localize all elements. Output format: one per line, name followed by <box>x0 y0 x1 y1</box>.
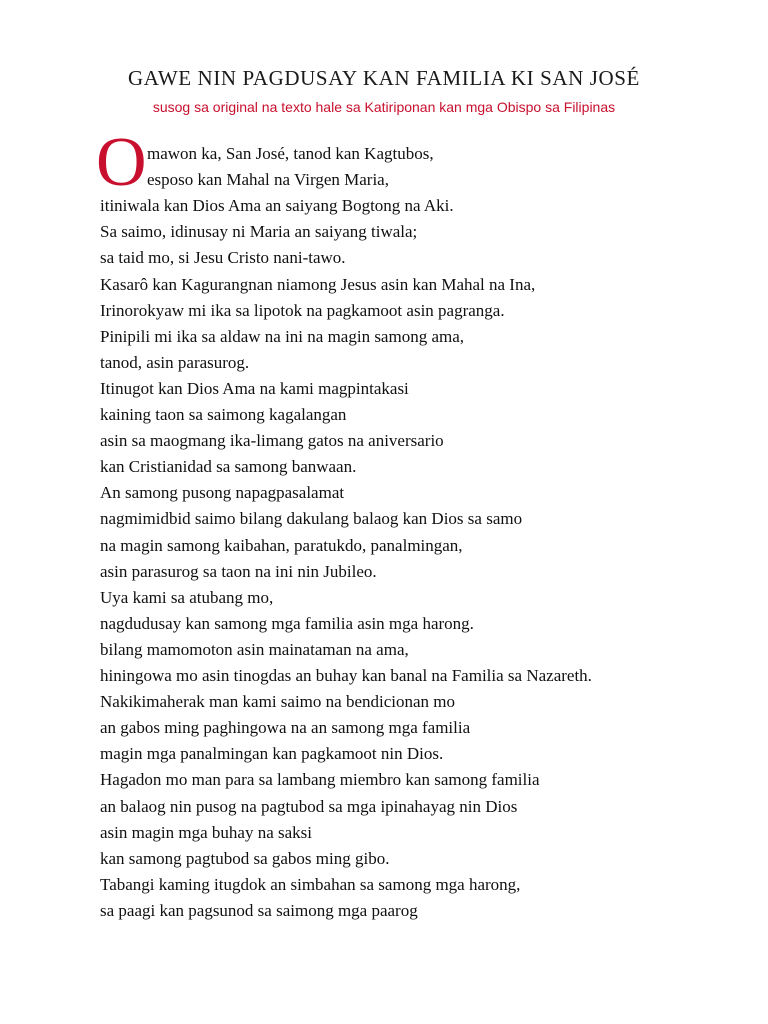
prayer-line: asin sa maogmang ika-limang gatos na aniversario <box>100 431 444 451</box>
prayer-line: Kasarô kan Kagurangnan niamong Jesus asin kan Mahal na Ina, <box>100 274 536 294</box>
prayer-line: Nakikimaherak man kami saimo na bendicionan mo <box>100 692 456 712</box>
prayer-line: nagmimidbid saimo bilang dakulang balaog kan Dios sa samo <box>100 509 523 529</box>
drop-cap: O <box>96 124 147 201</box>
prayer-line: asin parasurog sa taon na ini nin Jubileo. <box>100 561 377 581</box>
prayer-line: Tabangi kaming itugdok an simbahan sa samong mga harong, <box>100 874 521 894</box>
prayer-line: An samong pusong napagpasalamat <box>100 483 345 503</box>
prayer-line: Itinugot kan Dios Ama na kami magpintakasi <box>100 378 409 398</box>
prayer-line: itiniwala kan Dios Ama an saiyang Bogtong na Aki. <box>100 196 454 216</box>
prayer-line: Hagadon mo man para sa lambang miembro kan samong familia <box>100 770 540 790</box>
prayer-line: asin magin mga buhay na saksi <box>100 822 312 842</box>
prayer-line: kan samong pagtubod sa gabos ming gibo. <box>100 848 390 868</box>
document-title: GAWE NIN PAGDUSAY KAN FAMILIA KI SAN JOSÉ <box>128 66 640 90</box>
prayer-line: esposo kan Mahal na Virgen Maria, <box>147 170 389 190</box>
prayer-line: an balaog nin pusog na pagtubod sa mga ipinahayag nin Dios <box>100 796 518 816</box>
prayer-line: hiningowa mo asin tinogdas an buhay kan banal na Familia sa Nazareth. <box>100 666 592 685</box>
prayer-line: kan Cristianidad sa samong banwaan. <box>100 457 357 477</box>
prayer-line: sa taid mo, si Jesu Cristo nani-tawo. <box>100 248 346 268</box>
prayer-line: Pinipili mi ika sa aldaw na ini na magin samong ama, <box>100 326 465 346</box>
prayer-line: tanod, asin parasurog. <box>100 352 250 372</box>
prayer-line: kaining taon sa saimong kagalangan <box>100 405 347 424</box>
prayer-line: magin mga panalmingan kan pagkamoot nin Dios. <box>100 744 444 764</box>
prayer-line: bilang mamomoton asin mainataman na ama, <box>100 639 409 659</box>
document-subtitle: susog sa original na texto hale sa Katiriponan kan mga Obispo sa Filipinas <box>152 99 616 115</box>
prayer-line: an gabos ming paghingowa na an samong mga familia <box>100 718 471 738</box>
prayer-line: na magin samong kaibahan, paratukdo, panalmingan, <box>100 535 463 555</box>
prayer-line: Sa saimo, idinusay ni Maria an saiyang tiwala; <box>100 222 418 242</box>
prayer-line: mawon ka, San José, tanod kan Kagtubos, <box>147 144 434 163</box>
prayer-line: Uya kami sa atubang mo, <box>100 587 274 607</box>
prayer-line: nagdudusay kan samong mga familia asin mga harong. <box>100 613 474 633</box>
prayer-line: Irinorokyaw mi ika sa lipotok na pagkamoot asin pagranga. <box>100 300 505 320</box>
prayer-line: sa paagi kan pagsunod sa saimong mga paarog <box>100 900 418 920</box>
